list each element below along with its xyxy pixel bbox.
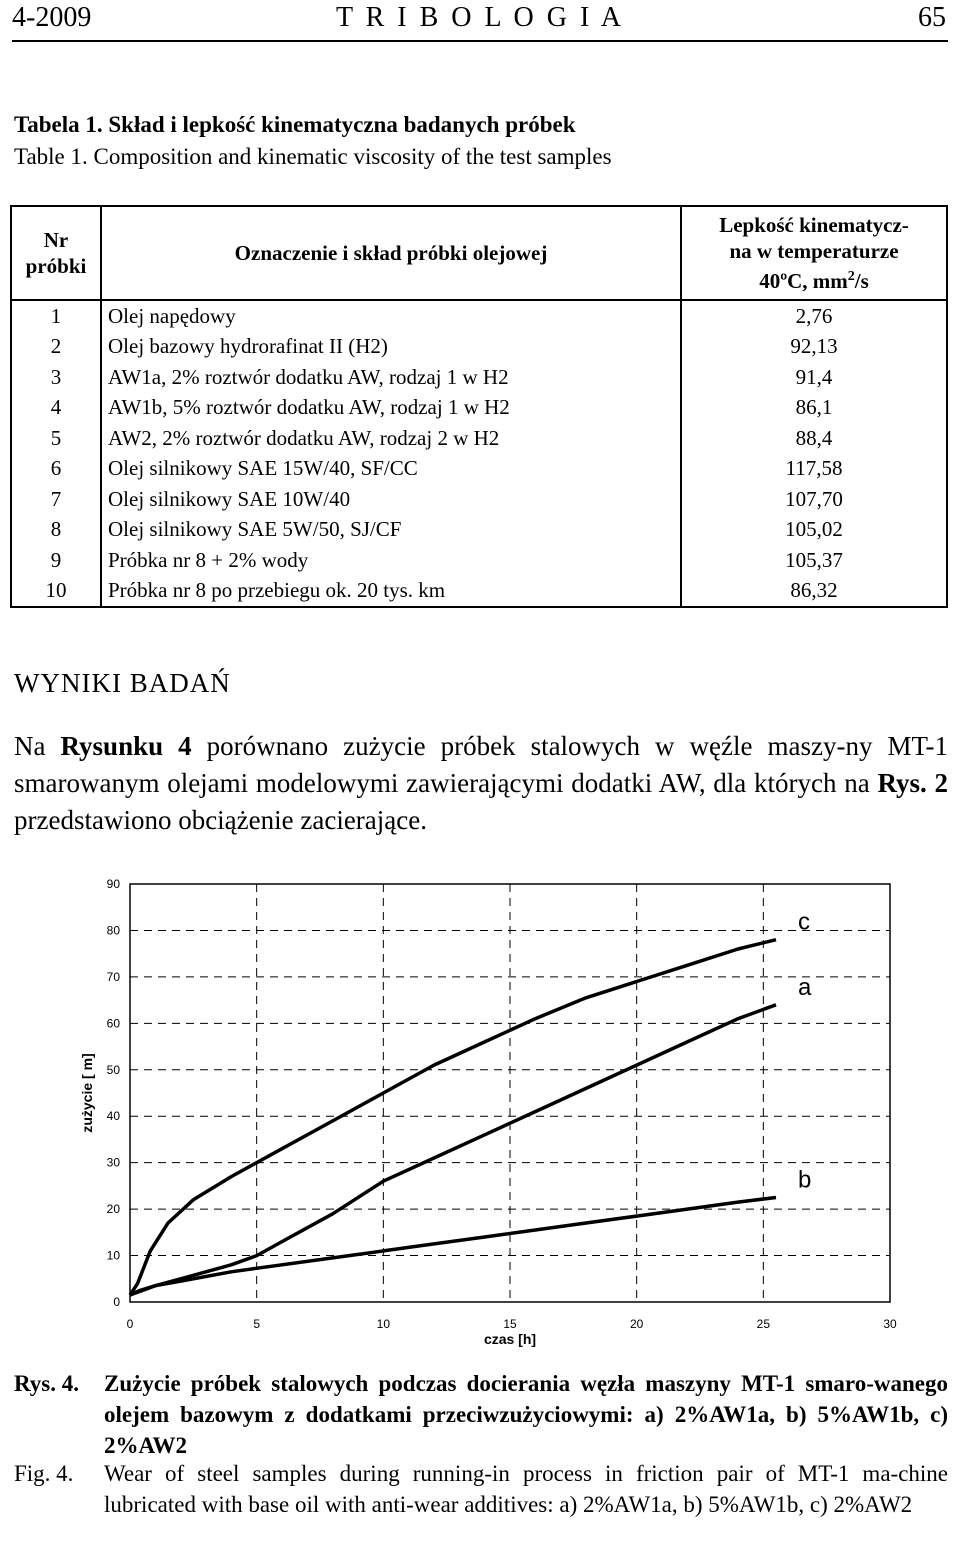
cell-composition: AW2, 2% roztwór dodatku AW, rodzaj 2 w H2: [101, 423, 681, 454]
cell-composition: Próbka nr 8 po przebiegu ok. 20 tys. km: [101, 576, 681, 608]
table-row: [11, 423, 947, 454]
x-tick-label: 20: [629, 1317, 644, 1331]
y-tick-label: 60: [106, 1016, 120, 1031]
x-tick-label: 10: [376, 1317, 391, 1331]
cell-nr: 7: [11, 484, 101, 515]
cell-viscosity: 92,13: [681, 332, 947, 363]
y-tick-label: 50: [106, 1062, 120, 1077]
cell-composition: Próbka nr 8 + 2% wody: [101, 545, 681, 576]
chart-grid: [130, 884, 890, 1302]
y-tick-label: 80: [106, 923, 120, 938]
page-header: [12, 0, 948, 42]
series-line-b: [130, 1198, 776, 1296]
table-row: [11, 515, 947, 546]
col-header-composition: Oznaczenie i skład próbki olejowej: [101, 206, 681, 300]
cell-composition: AW1b, 5% roztwór dodatku AW, rodzaj 1 w H2: [101, 393, 681, 424]
x-tick-label: 0: [126, 1317, 134, 1331]
y-tick-label: 30: [106, 1155, 120, 1170]
figure-label-pl: Rys. 4.: [14, 1371, 80, 1396]
table-row: [11, 545, 947, 576]
figure-label-en: Fig. 4.: [14, 1461, 74, 1486]
cell-nr: 5: [11, 423, 101, 454]
y-tick-label: 10: [106, 1248, 120, 1263]
table-row: [11, 332, 947, 363]
cell-composition: Olej silnikowy SAE 15W/40, SF/CC: [101, 454, 681, 485]
cell-nr: 9: [11, 545, 101, 576]
cell-viscosity: 88,4: [681, 423, 947, 454]
table-row: [11, 454, 947, 485]
figure-caption-pl: [14, 1368, 948, 1461]
cell-viscosity: 105,02: [681, 515, 947, 546]
cell-viscosity: 2,76: [681, 300, 947, 332]
x-tick-label: 15: [503, 1317, 517, 1331]
col-header-viscosity: Lepkość kinematycz- na w temperaturze 40ºC, $mm^2/s$: [681, 206, 947, 300]
cell-composition: AW1a, 2% roztwór dodatku AW, rodzaj 1 w H2: [101, 362, 681, 393]
cell-viscosity: 105,37: [681, 545, 947, 576]
cell-nr: 6: [11, 454, 101, 485]
cell-viscosity: 86,32: [681, 576, 947, 608]
composition-table: [10, 205, 948, 608]
cell-viscosity: 91,4: [681, 362, 947, 393]
para-text: Na: [14, 731, 61, 761]
para-figure-ref: Rys. 2: [877, 768, 948, 798]
para-text: porównano zużycie próbek stalowych w węźle maszy-ny MT-1 smarowanym olejami modelowymi zawierającymi dodatki AW, dla których na: [14, 731, 949, 798]
figure-caption-en: [14, 1458, 948, 1520]
series-label-b: b: [798, 1166, 812, 1194]
y-axis-label: zużycie [ m]: [79, 1053, 95, 1133]
x-tick-label: 25: [756, 1317, 771, 1331]
cell-nr: 1: [11, 300, 101, 332]
table-row: [11, 300, 947, 332]
table-row: [11, 484, 947, 515]
table-caption-pl: Tabela 1. Skład i lepkość kinematyczna badanych próbek: [14, 112, 576, 137]
series-lines: [130, 909, 812, 1295]
x-tick-label: 30: [883, 1317, 897, 1331]
tick-labels: [107, 877, 897, 1331]
cell-nr: 3: [11, 362, 101, 393]
y-tick-label: 40: [106, 1109, 120, 1124]
page-number: 65: [918, 2, 946, 33]
para-figure-ref: Rysunku 4: [60, 731, 192, 761]
table-row: [11, 393, 947, 424]
figure-text-pl: Zużycie próbek stalowych podczas docierania węzła maszyny MT-1 smaro-wanego olejem bazowym z dodatkami przeciwzużyciowymi: a) 2%AW1a, b) 5%AW1b, c) 2%AW2: [104, 1371, 948, 1458]
cell-viscosity: 117,58: [681, 454, 947, 485]
cell-composition: Olej silnikowy SAE 10W/40: [101, 484, 681, 515]
y-tick-label: 90: [106, 877, 120, 891]
table-row: [11, 576, 947, 608]
journal-issue: 4-2009: [12, 2, 92, 33]
cell-composition: Olej napędowy: [101, 300, 681, 332]
cell-nr: 2: [11, 332, 101, 363]
y-tick-label: 20: [106, 1202, 120, 1217]
cell-viscosity: 107,70: [681, 484, 947, 515]
y-tick-label: 70: [106, 969, 120, 984]
section-heading: WYNIKI BADAŃ: [14, 668, 231, 698]
cell-composition: Olej silnikowy SAE 5W/50, SJ/CF: [101, 515, 681, 546]
table-caption-en: Table 1. Composition and kinematic viscosity of the test samples: [14, 144, 612, 169]
body-paragraph: [14, 728, 948, 839]
para-text: przedstawiono obciążenie zacierające.: [14, 805, 427, 835]
series-line-a: [130, 1005, 776, 1295]
cell-nr: 10: [11, 576, 101, 608]
journal-title: T R I B O L O G I A: [336, 2, 624, 33]
table-header-row: [11, 206, 947, 300]
y-tick-label: 0: [113, 1295, 120, 1309]
x-tick-label: 5: [253, 1317, 261, 1331]
cell-composition: Olej bazowy hydrorafinat II (H2): [101, 332, 681, 363]
col-header-nr: Nr próbki: [11, 206, 101, 300]
series-label-c: c: [798, 908, 810, 936]
cell-viscosity: 86,1: [681, 393, 947, 424]
cell-nr: 4: [11, 393, 101, 424]
table-row: [11, 362, 947, 393]
figure-text-en: Wear of steel samples during running-in process in friction pair of MT-1 ma-chine lubricated with base oil with anti-wear additives: a) 2%AW1a, b) 5%AW1b, c) 2%AW2: [104, 1461, 948, 1517]
series-label-a: a: [798, 973, 812, 1001]
x-axis-label: czas [h]: [483, 1331, 537, 1347]
cell-nr: 8: [11, 515, 101, 546]
wear-chart: [60, 870, 920, 1360]
